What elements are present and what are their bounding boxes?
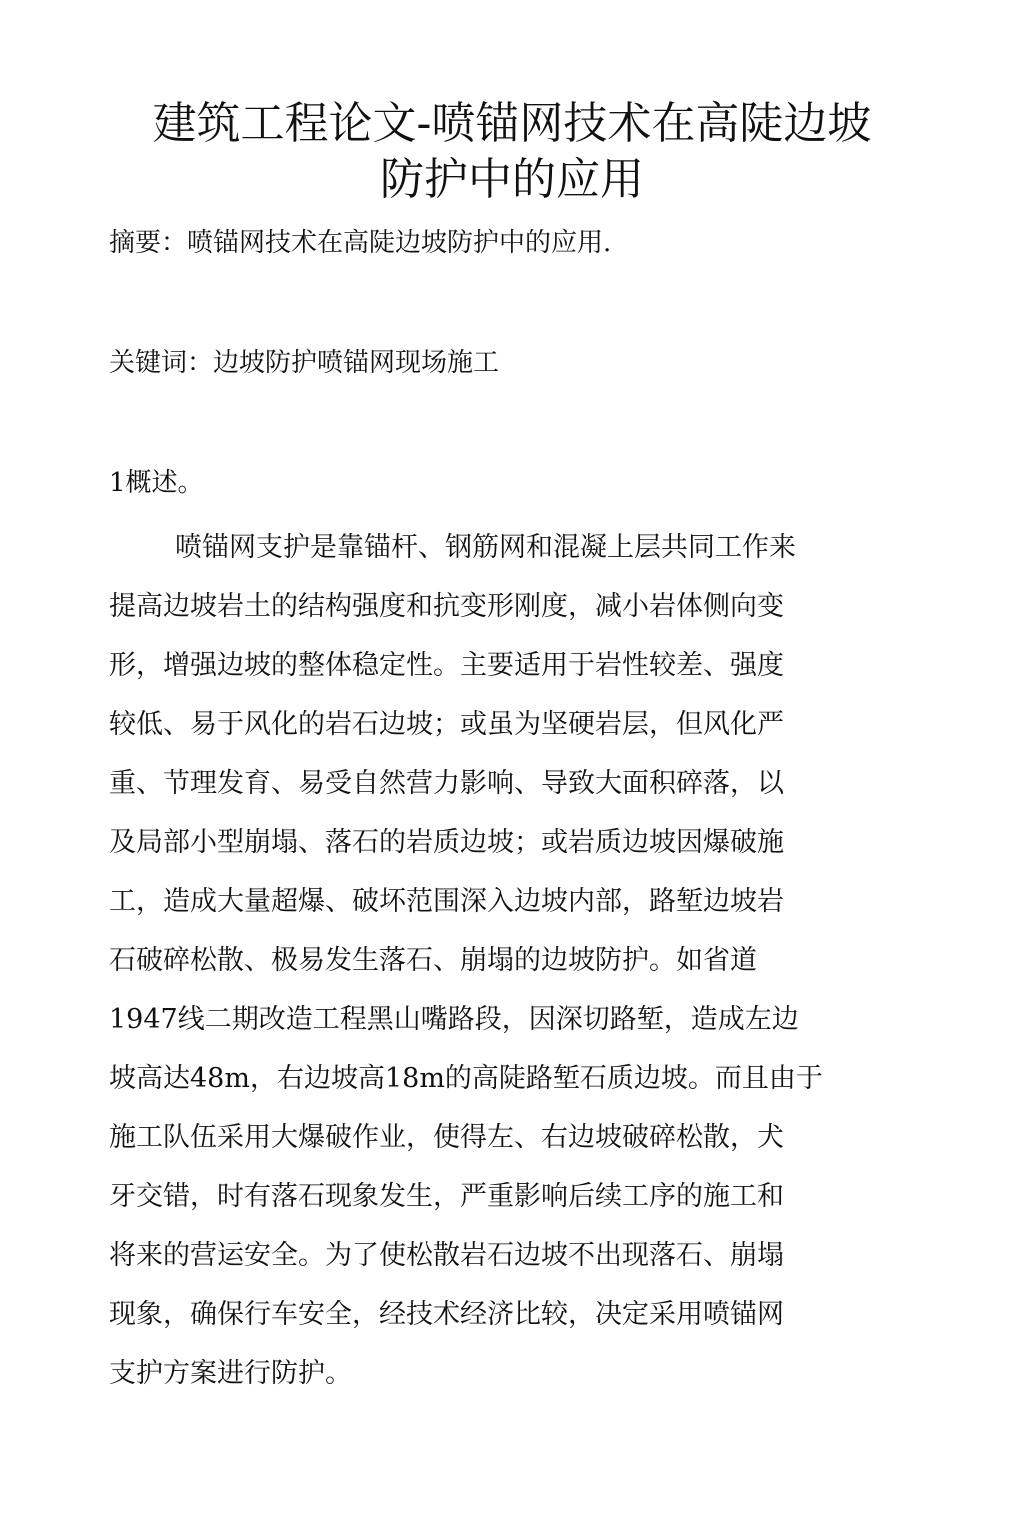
paragraph-line: 形，增强边坡的整体稳定性。主要适用于岩性较差、强度 bbox=[109, 650, 784, 681]
paragraph-line: 现象，确保行车安全，经技术经济比较，决定采用喷锚网 bbox=[109, 1299, 784, 1330]
paragraph-line: 较低、易于风化的岩石边坡；或虽为坚硬岩层，但风化严 bbox=[109, 709, 784, 740]
document-title-line-1: 建筑工程论文-喷锚网技术在高陡边坡 bbox=[152, 98, 872, 149]
paragraph-line: 施工队伍采用大爆破作业，使得左、右边坡破碎松散，犬 bbox=[109, 1122, 784, 1153]
keywords: 关键词：边坡防护喷锚网现场施工 bbox=[109, 348, 500, 378]
paragraph-line: 工，造成大量超爆、破坏范围深入边坡内部，路堑边坡岩 bbox=[109, 886, 784, 917]
paragraph-line: 支护方案进行防护。 bbox=[109, 1358, 352, 1389]
paragraph-line: 坡高达48m，右边坡高18m的高陡路堑石质边坡。而且由于 bbox=[109, 1063, 823, 1094]
paragraph-line: 喷锚网支护是靠锚杆、钢筋网和混凝上层共同工作来 bbox=[175, 532, 796, 563]
section-heading: 1概述。 bbox=[109, 468, 204, 498]
body-paragraph bbox=[109, 520, 869, 1405]
paragraph-line: 石破碎松散、极易发生落石、崩塌的边坡防护。如省道 bbox=[109, 945, 757, 976]
paragraph-line: 提高边坡岩土的结构强度和抗变形刚度，减小岩体侧向变 bbox=[109, 591, 784, 622]
paragraph-line: 牙交错，时有落石现象发生，严重影响后续工序的施工和 bbox=[109, 1181, 784, 1212]
paragraph-line: 及局部小型崩塌、落石的岩质边坡；或岩质边坡因爆破施 bbox=[109, 827, 784, 858]
abstract: 摘要：喷锚网技术在高陡边坡防护中的应用. bbox=[109, 228, 612, 258]
paragraph-line: 1947线二期改造工程黑山嘴路段，因深切路堑，造成左边 bbox=[109, 1004, 799, 1035]
paragraph-line: 重、节理发育、易受自然营力影响、导致大面积碎落，以 bbox=[109, 768, 784, 799]
paragraph-line: 将来的营运安全。为了使松散岩石边坡不出现落石、崩塌 bbox=[109, 1240, 784, 1271]
document-title-line-2: 防护中的应用 bbox=[380, 154, 644, 205]
